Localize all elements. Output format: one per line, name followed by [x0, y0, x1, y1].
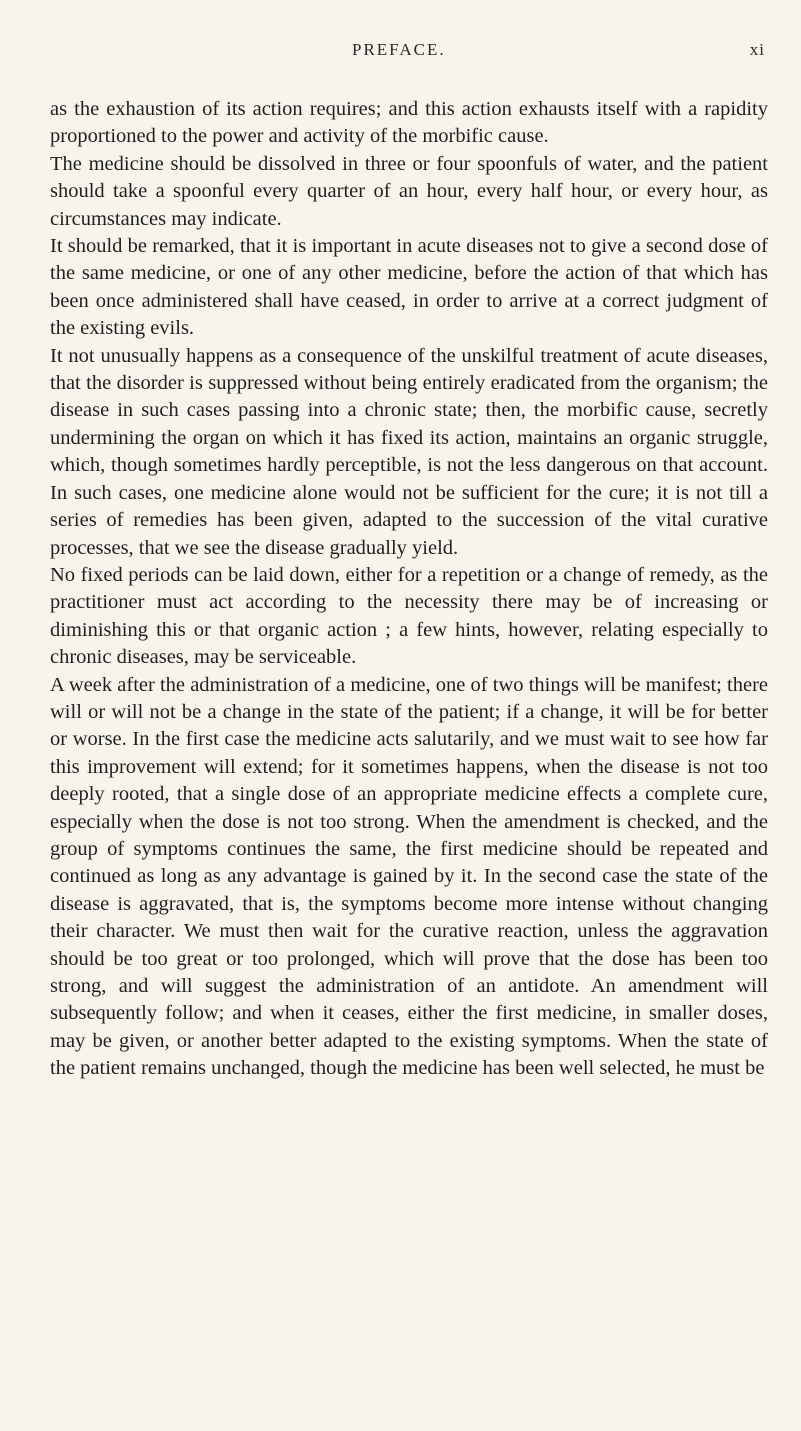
- paragraph-fixed-periods: No fixed periods can be laid down, either for a repetition or a change of remedy, as the practitioner must act according to the necessity there may be of increasing or diminishing this or that organic action ; a few hints, however, relating especially to chronic diseases, may be serviceable.: [50, 563, 768, 669]
- paragraph-dosage: The medicine should be dissolved in three or four spoonfuls of water, and the patient should take a spoonful every quarter of an hour, every half hour, or every hour, as circumstances may indicate.: [50, 152, 768, 230]
- paragraph-week-after: A week after the administration of a medicine, one of two things will be manifest; there will or will not be a change in the state of the patient; if a change, it will be for better or worse. In the first case the medicine acts salutarily, and we must wait to see how far this improvement will extend; for it sometimes happens, when the disease is not too deeply rooted, that a single dose of an appropriate medicine effects a complete cure, especially when the dose is not too strong. When the amendment is checked, and the group of symptoms continues the same, the first medicine should be repeated and continued as long as any advantage is gained by it. In the second case the state of the disease is aggravated, that is, the symptoms become more intense without changing their character. We must then wait for the curative reaction, unless the aggravation should be too great or too prolonged, which will prove that the dose has been too strong, and will suggest the administration of an antidote. An amendment will subsequently follow; and when it ceases, either the first medicine, in smaller doses, may be given, or another better adapted to the existing symptoms. When the state of the patient remains unchanged, though the medicine has been well selected, he must be: [50, 673, 768, 1080]
- body-text: [50, 96, 768, 1083]
- paragraph-second-dose: It should be remarked, that it is important in acute diseases not to give a second dose of the same medicine, or one of any other medicine, before the action of that which has been once administered shall have ceased, in order to arrive at a correct judgment of the existing evils.: [50, 235, 768, 340]
- paragraph-chronic-state: It not unusually happens as a consequence of the unskilful treatment of acute diseases, that the disorder is suppressed without being entirely eradicated from the organism; the disease in such cases passing into a chronic state; then, the morbific cause, secretly undermining the organ on which it has fixed its action, maintains an organic struggle, which, though sometimes hardly perceptible, is not the less dangerous on that account. In such cases, one medicine alone would not be sufficient for the cure; it is not till a series of remedies has been given, adapted to the succession of the vital curative processes, that we see the disease gradually yield.: [50, 344, 768, 559]
- running-title: PREFACE.: [352, 40, 446, 59]
- paragraph-continuation: as the exhaustion of its action requires; and this action exhausts itself with a rapidity proportioned to the power and activity of the morbific cause.: [50, 98, 768, 148]
- page-number: xi: [749, 40, 765, 59]
